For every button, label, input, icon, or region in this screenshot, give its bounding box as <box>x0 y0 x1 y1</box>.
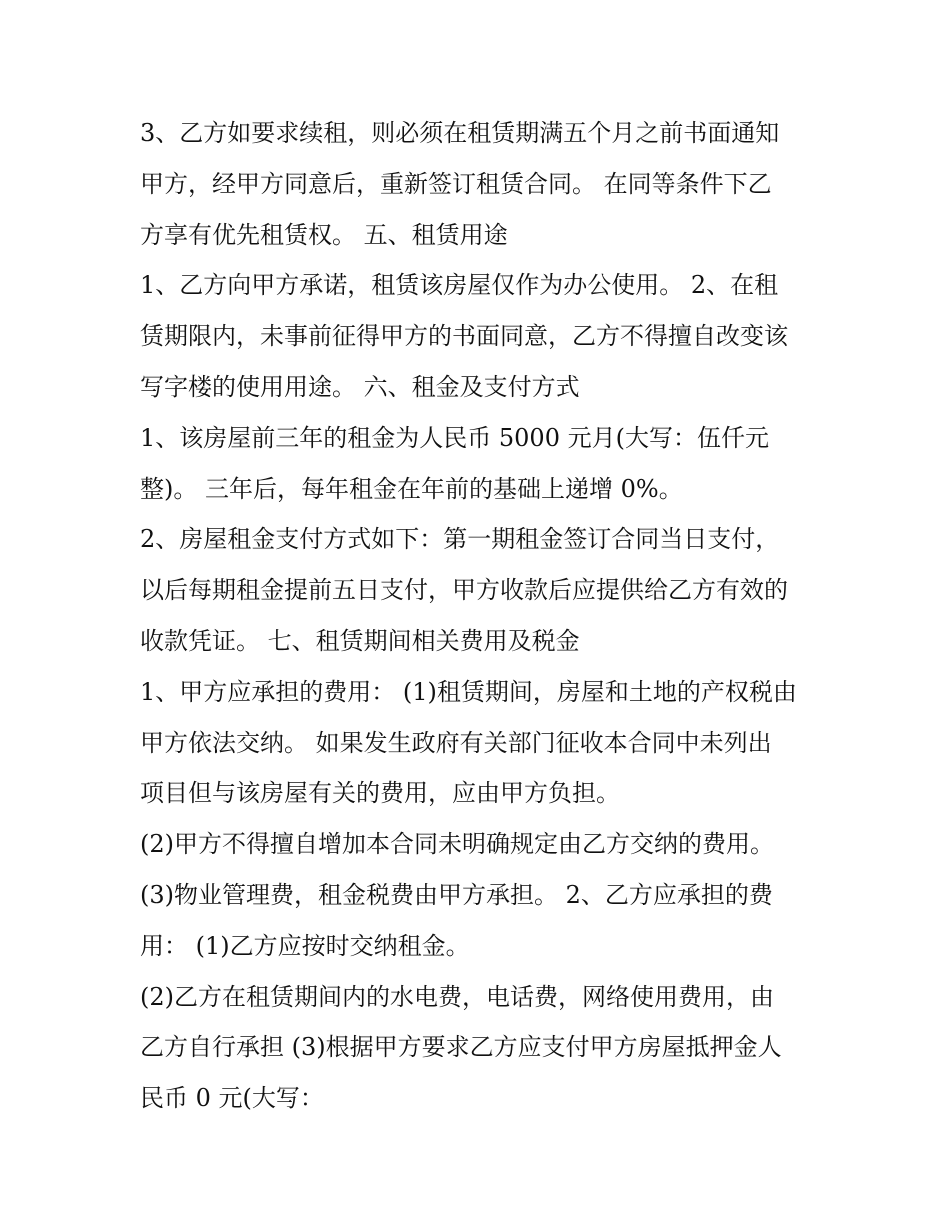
text-line: 3、乙方如要求续租，则必须在租赁期满五个月之前书面通知 <box>140 119 780 147</box>
text-line: 项目但与该房屋有关的费用，应由甲方负担。 <box>140 779 620 808</box>
text-line: 民币 0 元(大写： <box>140 1084 324 1113</box>
text-line: 乙方自行承担 (3)根据甲方要求乙方应支付甲方房屋抵押金人 <box>140 1033 782 1062</box>
text-line: (2)乙方在租赁期间内的水电费，电话费，网络使用费用，由 <box>140 982 774 1011</box>
text-line: 2、房屋租金支付方式如下：第一期租金签订合同当日支付， <box>140 525 780 554</box>
text-line: 以后每期租金提前五日支付，甲方收款后应提供给乙方有效的 <box>140 576 788 605</box>
text-line: 赁期限内，未事前征得甲方的书面同意，乙方不得擅自改变该 <box>140 322 788 351</box>
text-line: 用： (1)乙方应按时交纳租金。 <box>140 931 470 960</box>
text-line: (2)甲方不得擅自增加本合同未明确规定由乙方交纳的费用。 <box>140 830 774 859</box>
text-line: 收款凭证。 七、租赁期间相关费用及税金 <box>140 626 580 655</box>
text-line: 整)。 三年后，每年租金在年前的基础上递增 0%。 <box>140 474 683 503</box>
text-line: 甲方，经甲方同意后，重新签订租赁合同。 在同等条件下乙 <box>140 169 772 198</box>
text-line: 1、该房屋前三年的租金为人民币 5000 元月(大写：伍仟元 <box>140 423 769 452</box>
text-line: 甲方依法交纳。 如果发生政府有关部门征收本合同中未列出 <box>140 728 772 757</box>
document-body <box>140 108 830 1124</box>
text-line: (3)物业管理费，租金税费由甲方承担。 2、乙方应承担的费 <box>140 880 773 909</box>
text-line: 1、乙方向甲方承诺，租赁该房屋仅作为办公使用。 2、在租 <box>140 271 779 300</box>
text-line: 方享有优先租赁权。 五、租赁用途 <box>140 220 508 249</box>
text-line: 1、甲方应承担的费用： (1)租赁期间，房屋和土地的产权税由 <box>140 677 797 706</box>
text-line: 写字楼的使用用途。 六、租金及支付方式 <box>140 372 580 401</box>
